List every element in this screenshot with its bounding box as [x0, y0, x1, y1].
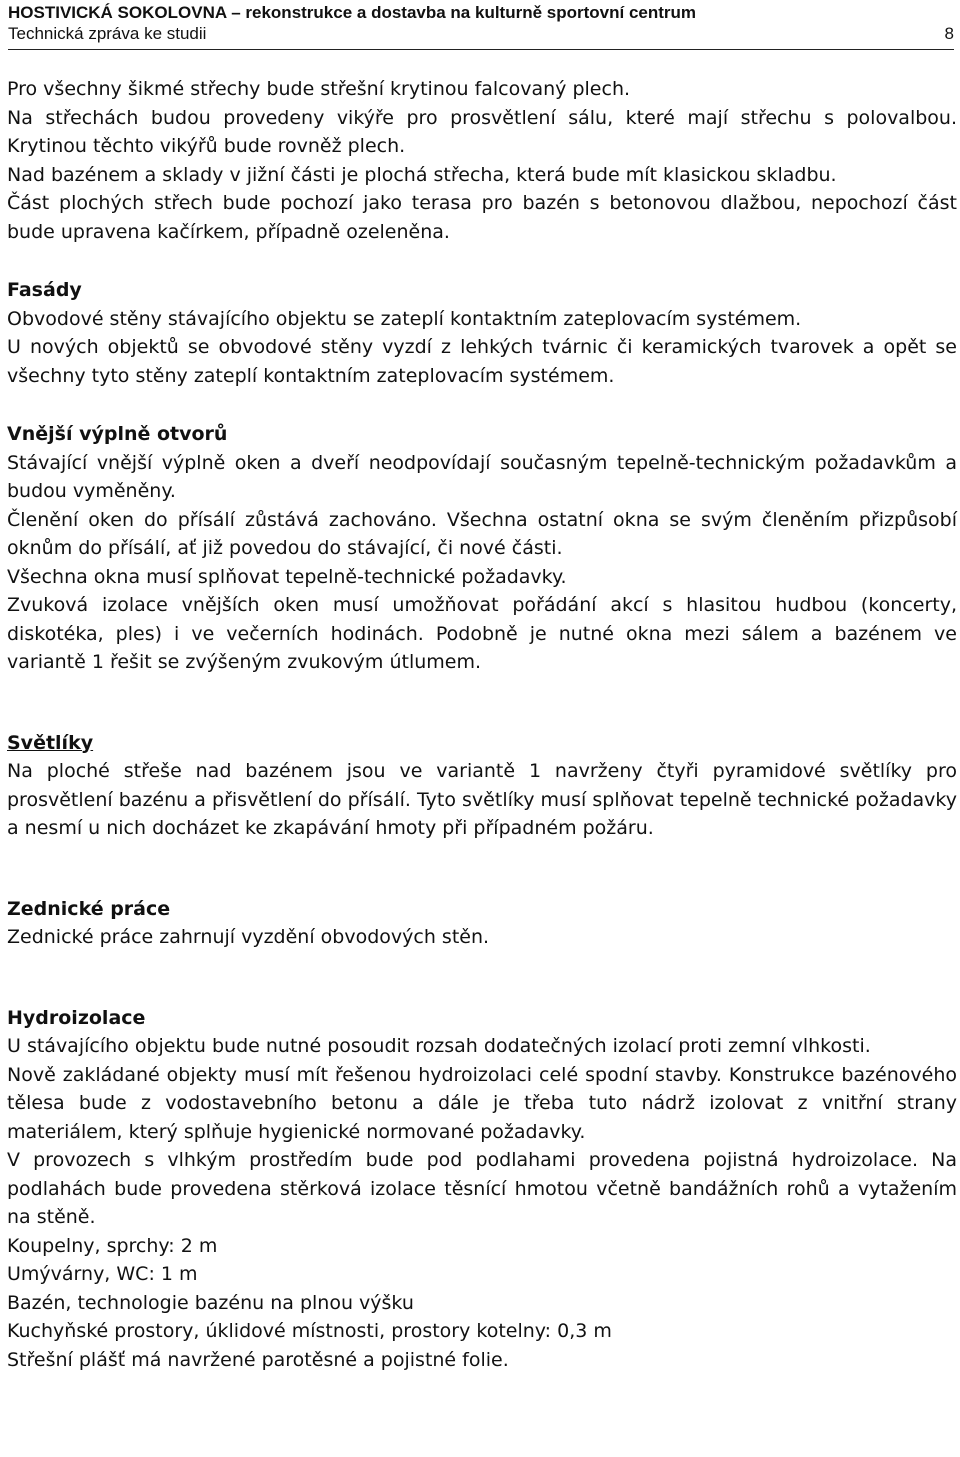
paragraph: Členění oken do přísálí zůstává zachováno. Všechna ostatní okna se svým členěním přizpůsobí oknům do přísálí, ať již povedou do stávající, či nové části. — [7, 508, 957, 559]
document-subtitle: Technická zpráva ke studii — [8, 24, 207, 43]
page-header — [8, 2, 954, 45]
list-item: Bazén, technologie bazénu na plnou výšku — [7, 1291, 414, 1314]
paragraph: Část plochých střech bude pochozí jako terasa pro bazén s betonovou dlažbou, nepochozí část bude upravena kačírkem, případně ozeleněna. — [7, 192, 957, 243]
page-number: 8 — [944, 24, 954, 43]
paragraph: Obvodové stěny stávajícího objektu se zateplí kontaktním zateplovacím systémem. — [7, 307, 802, 330]
document-title: HOSTIVICKÁ SOKOLOVNA – rekonstrukce a dostavba na kulturně sportovní centrum — [8, 3, 697, 22]
list-item: Koupelny, sprchy: 2 m — [7, 1234, 218, 1257]
paragraph: Nad bazénem a sklady v jižní části je plochá střecha, která bude mít klasickou skladbu. — [7, 163, 837, 186]
section-heading-vyplne: Vnější výplně otvorů — [7, 423, 228, 445]
paragraph: Všechna okna musí splňovat tepelně-technické požadavky. — [7, 565, 567, 588]
paragraph: Na ploché střeše nad bazénem jsou ve variantě 1 navrženy čtyři pyramidové světlíky pro prosvětlení bazénu a přisvětlení do přísálí. Tyto světlíky musí splňovat tepelně technické požadavky a nesmí u nich docházet ke zkapávání hmoty při případném požáru. — [7, 760, 957, 839]
paragraph: Stávající vnější výplně oken a dveří neodpovídají současným tepelně-technickým požadavkům a budou vyměněny. — [7, 451, 957, 502]
paragraph: V provozech s vlhkým prostředím bude pod podlahami provedena pojistná hydroizolace. Na podlahách bude provedena stěrková izolace těsnící hmotou včetně bandážních rohů a vytažením na stěně. — [7, 1149, 957, 1228]
section-heading-svetliky: Světlíky — [7, 731, 94, 754]
paragraph: Pro všechny šikmé střechy bude střešní krytinou falcovaný plech. — [7, 78, 631, 100]
list-item: Kuchyňské prostory, úklidové místnosti, prostory kotelny: 0,3 m — [7, 1320, 612, 1342]
list-item: Střešní plášť má navržené parotěsné a pojistné folie. — [7, 1348, 509, 1371]
header-divider — [8, 49, 954, 50]
paragraph: Na střechách budou provedeny vikýře pro prosvětlení sálu, které mají střechu s polovalbou. Krytinou těchto vikýřů bude rovněž plech. — [7, 106, 957, 157]
section-heading-zednicke: Zednické práce — [7, 897, 171, 920]
paragraph: Nově zakládané objekty musí mít řešenou hydroizolaci celé spodní stavby. Konstrukce bazénového tělesa bude z vodostavebního betonu a dále je třeba tuto nádrž izolovat z vnitřní strany materiálem, který splňuje hygienické normované požadavky. — [7, 1063, 957, 1143]
document-body — [7, 75, 957, 1374]
list-item: Umývárny, WC: 1 m — [7, 1263, 198, 1285]
section-heading-hydroizolace: Hydroizolace — [7, 1006, 146, 1029]
paragraph: Zednické práce zahrnují vyzdění obvodových stěn. — [7, 926, 490, 948]
section-heading-fasady: Fasády — [7, 279, 82, 301]
paragraph: U nových objektů se obvodové stěny vyzdí z lehkých tvárnic či keramických tvarovek a opět se všechny tyto stěny zateplí kontaktním zateplovacím systémem. — [7, 336, 957, 387]
header-row — [8, 23, 954, 45]
paragraph: Zvuková izolace vnějších oken musí umožňovat pořádání akcí s hlasitou hudbou (koncerty, diskotéka, ples) i ve večerních hodinách. Podobně je nutné okna mezi sálem a bazénem ve variantě 1 řešit se zvýšeným zvukovým útlumem. — [7, 594, 957, 673]
paragraph: U stávajícího objektu bude nutné posoudit rozsah dodatečných izolací proti zemní vlhkosti. — [7, 1035, 871, 1057]
